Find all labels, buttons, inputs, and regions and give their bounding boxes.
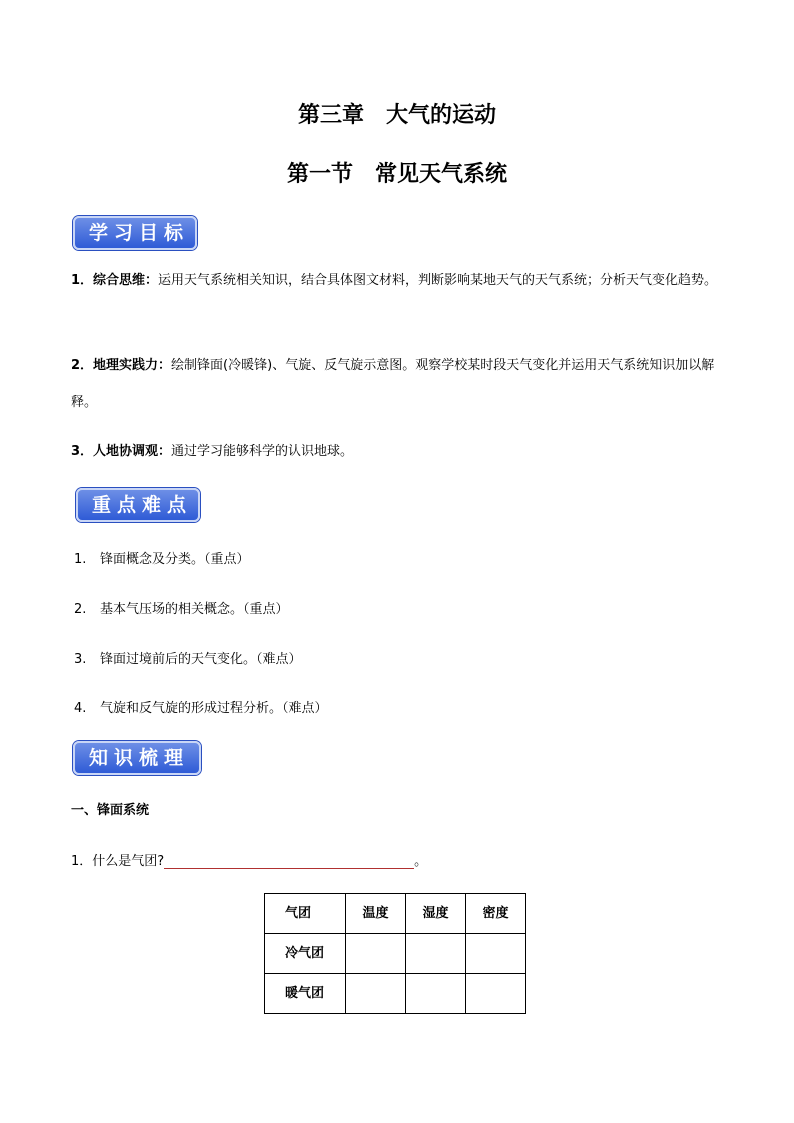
list-item xyxy=(74,548,250,567)
list-number: 2. xyxy=(74,602,87,617)
list-text: 锋面过境前后的天气变化。（难点） xyxy=(100,652,302,667)
question-text: 1．什么是气团? xyxy=(71,854,165,869)
banner-objectives: 学习目标 xyxy=(73,216,197,250)
table-cell[interactable] xyxy=(406,934,466,974)
table-cell[interactable] xyxy=(346,934,406,974)
table-cell[interactable] xyxy=(466,934,526,974)
list-number: 1. xyxy=(74,552,87,567)
objective-label: 3．人地协调观： xyxy=(71,444,172,459)
table-cell: 暖气团 xyxy=(265,974,346,1014)
banner-knowledge: 知识梳理 xyxy=(73,741,201,775)
objective-text: 通过学习能够科学的认识地球。 xyxy=(171,444,354,459)
table-cell[interactable] xyxy=(406,974,466,1014)
objective-label: 1．综合思维： xyxy=(71,273,159,288)
list-text: 锋面概念及分类。（重点） xyxy=(100,552,250,567)
list-text: 气旋和反气旋的形成过程分析。（难点） xyxy=(100,701,328,716)
list-item xyxy=(74,598,289,617)
question-1 xyxy=(71,850,427,869)
table-header-row xyxy=(265,894,526,934)
question-suffix: 。 xyxy=(414,854,428,869)
table-cell[interactable] xyxy=(466,974,526,1014)
table-cell[interactable] xyxy=(346,974,406,1014)
objective-2 xyxy=(71,347,726,421)
table-row xyxy=(265,974,526,1014)
list-text: 基本气压场的相关概念。（重点） xyxy=(100,602,289,617)
list-item xyxy=(74,648,302,667)
objective-3 xyxy=(71,433,726,470)
section-heading: 一、锋面系统 xyxy=(71,803,150,818)
air-mass-table xyxy=(264,893,526,1014)
section-title: 第一节 常见天气系统 xyxy=(286,162,507,187)
objective-label: 2．地理实践力： xyxy=(71,358,172,373)
table-header-cell: 湿度 xyxy=(406,894,466,934)
table-cell: 冷气团 xyxy=(265,934,346,974)
list-number: 4. xyxy=(74,701,87,716)
objective-text: 运用天气系统相关知识，结合具体图文材料，判断影响某地天气的天气系统；分析天气变化趋势。 xyxy=(158,273,718,288)
table-header-cell: 气团 xyxy=(265,894,346,934)
chapter-title: 第三章 大气的运动 xyxy=(297,103,496,128)
banner-key-points: 重点难点 xyxy=(76,488,200,522)
table-header-cell: 密度 xyxy=(466,894,526,934)
table-header-cell: 温度 xyxy=(346,894,406,934)
answer-blank[interactable] xyxy=(164,854,414,869)
table-row xyxy=(265,934,526,974)
list-item xyxy=(74,697,328,716)
objective-1 xyxy=(71,262,726,299)
objective-text: 绘制锋面(冷暖锋)、气旋、反气旋示意图。观察学校某时段天气变化并运用天气系统知识加以解释。 xyxy=(71,358,715,410)
list-number: 3. xyxy=(74,652,87,667)
